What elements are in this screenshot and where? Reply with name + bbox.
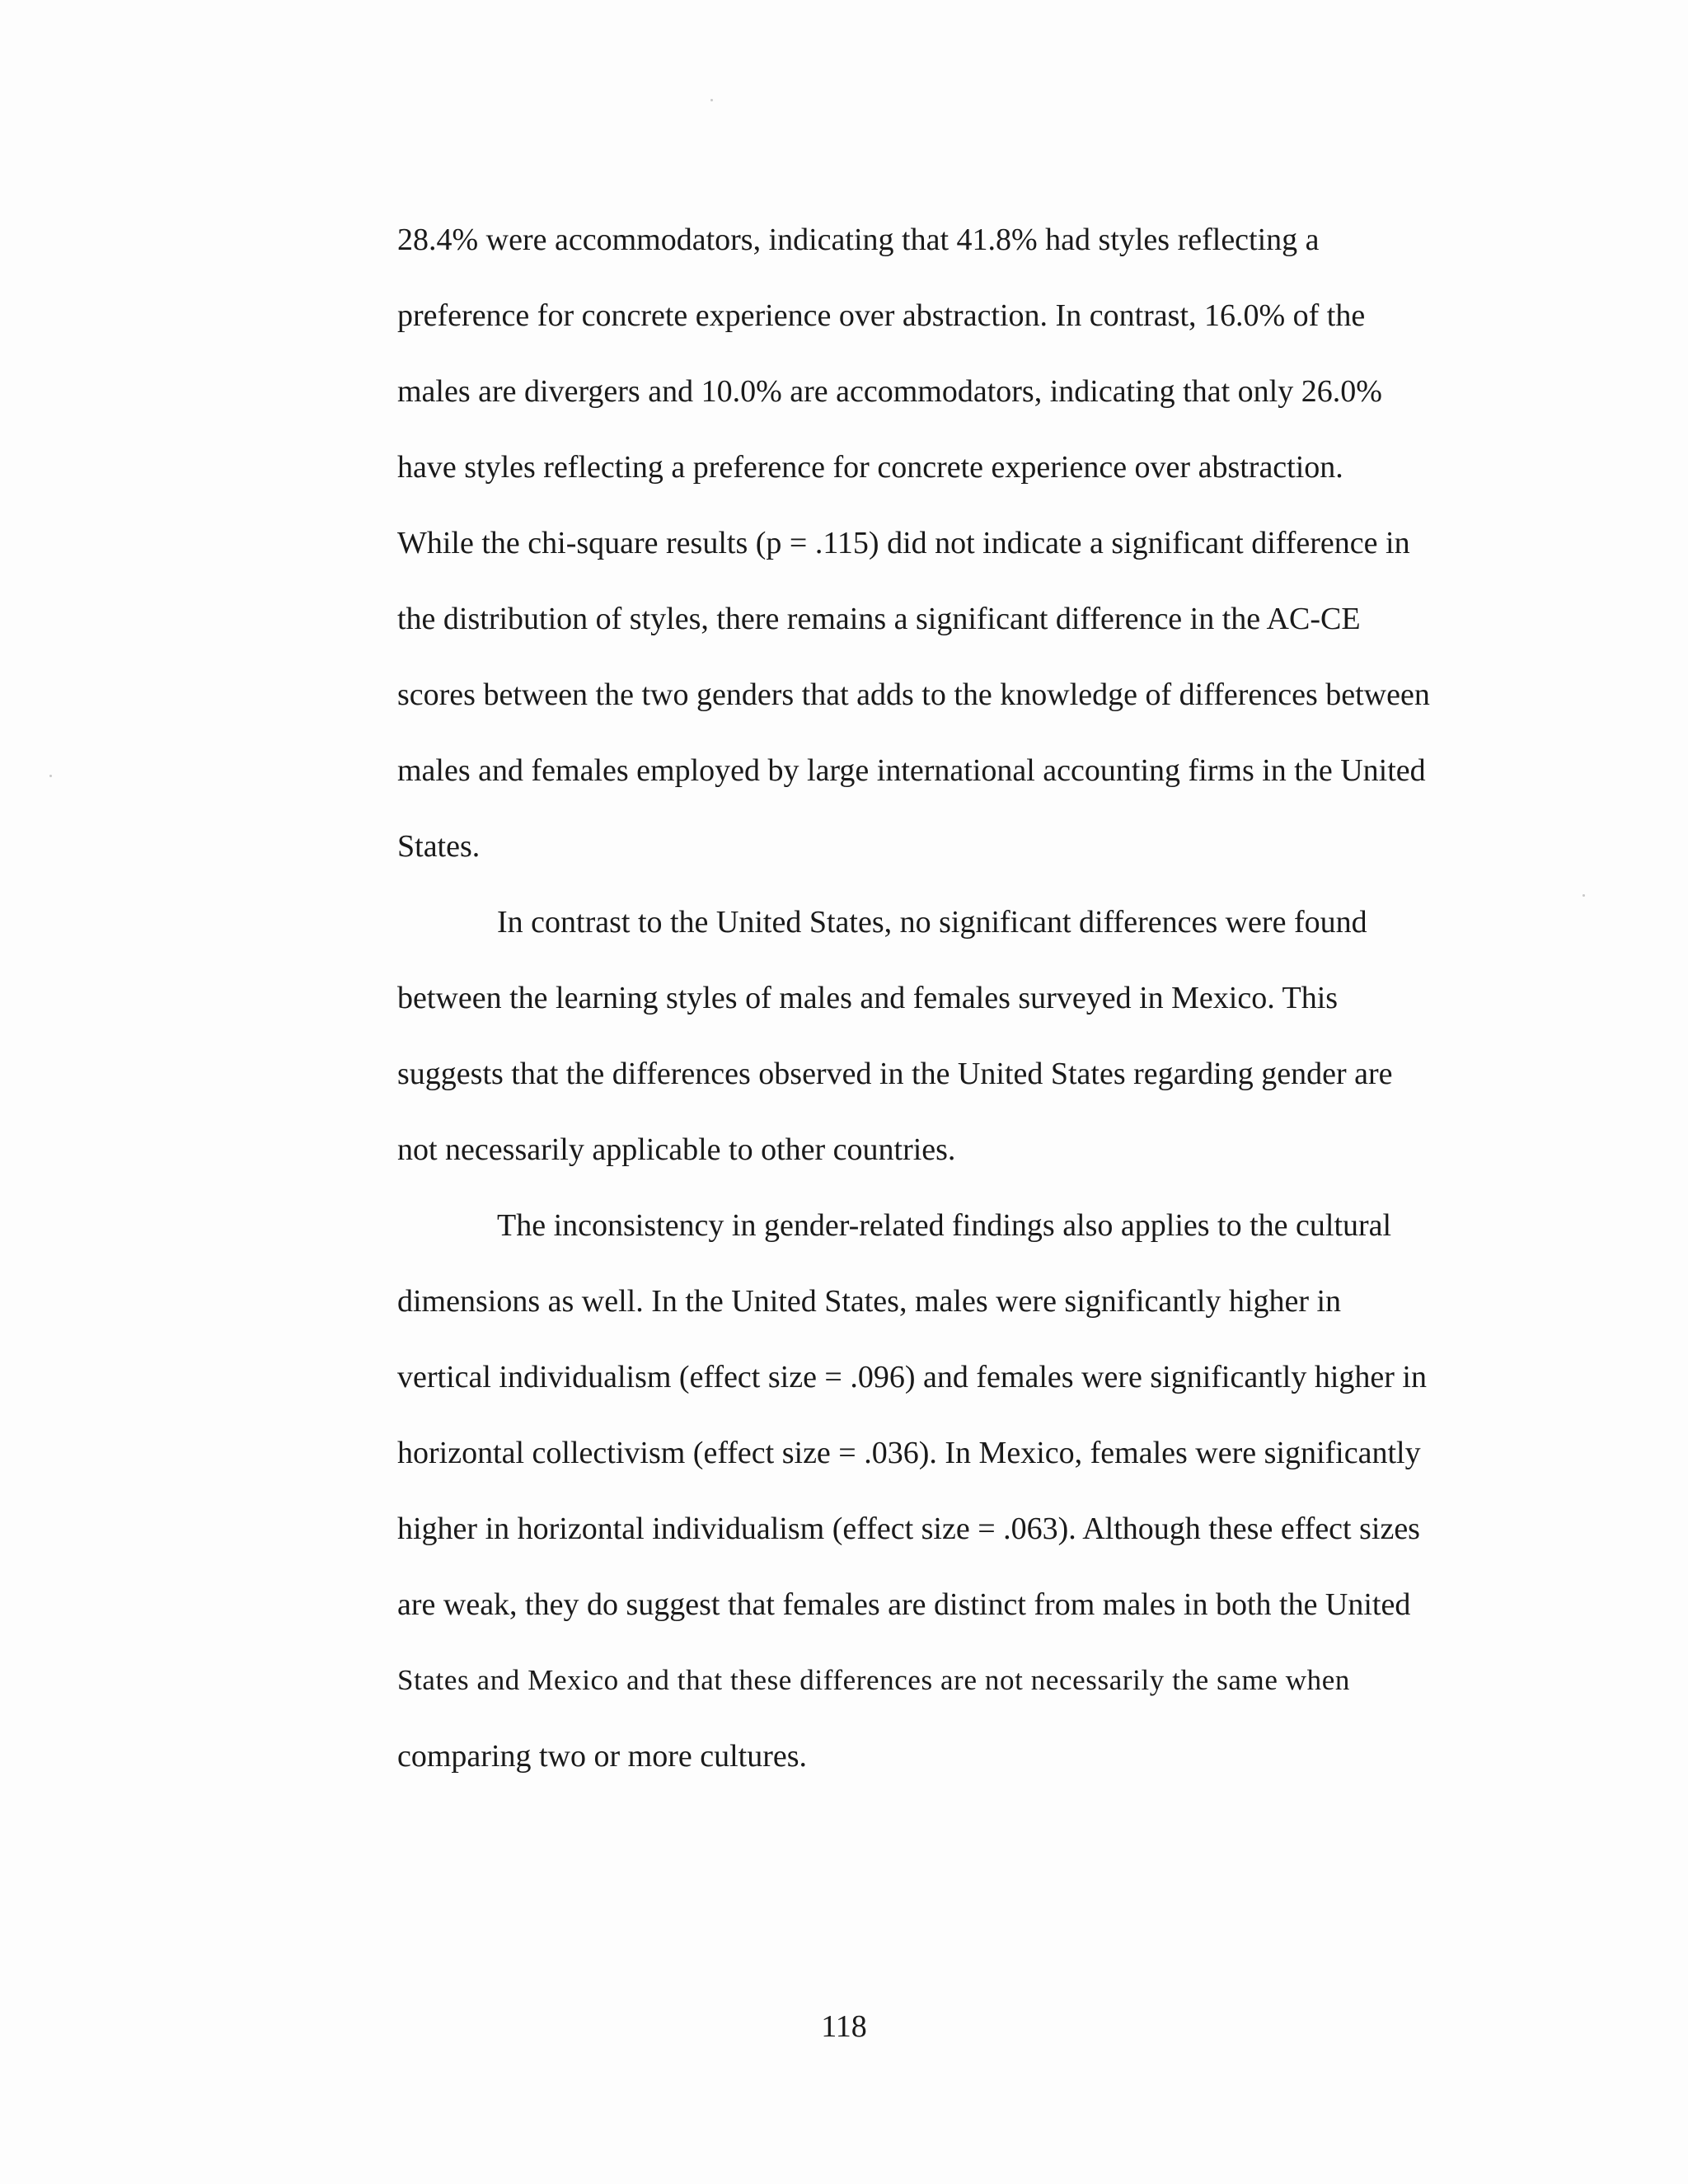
text-line: not necessarily applicable to other countries. — [397, 1132, 956, 1167]
text-line: males are divergers and 10.0% are accommodators, indicating that only 26.0% — [397, 374, 1382, 409]
text-line: dimensions as well. In the United States, males were significantly higher in — [397, 1284, 1342, 1319]
text-line: preference for concrete experience over abstraction. In contrast, 16.0% of the — [397, 298, 1366, 333]
text-line: have styles reflecting a preference for concrete experience over abstraction. — [397, 450, 1343, 485]
text-line: 28.4% were accommodators, indicating that 41.8% had styles reflecting a — [397, 223, 1320, 257]
text-line: males and females employed by large international accounting firms in the United — [397, 753, 1426, 788]
scan-speck — [710, 99, 713, 101]
text-line: States and Mexico and that these differences are not necessarily the same when — [397, 1664, 1351, 1696]
scan-speck — [49, 775, 52, 777]
text-line: are weak, they do suggest that females are distinct from males in both the United — [397, 1587, 1411, 1622]
text-line: vertical individualism (effect size = .096) and females were significantly higher in — [397, 1360, 1427, 1394]
text-line: comparing two or more cultures. — [397, 1739, 808, 1774]
page-number: 118 — [821, 2009, 867, 2044]
text-line: While the chi-square results (p = .115) did not indicate a significant difference in — [397, 526, 1410, 560]
text-line: scores between the two genders that adds to the knowledge of differences between — [397, 677, 1430, 712]
text-line: the distribution of styles, there remains a significant difference in the AC-CE — [397, 602, 1361, 636]
text-line: higher in horizontal individualism (effect size = .063). Although these effect sizes — [397, 1511, 1420, 1546]
paragraph-first-line: In contrast to the United States, no significant differences were found — [497, 905, 1367, 940]
text-line: between the learning styles of males and females surveyed in Mexico. This — [397, 981, 1339, 1015]
paragraph-first-line: The inconsistency in gender-related findings also applies to the cultural — [497, 1208, 1392, 1243]
text-line: horizontal collectivism (effect size = .036). In Mexico, females were significantly — [397, 1436, 1421, 1470]
scan-speck — [1582, 894, 1585, 897]
text-line: States. — [397, 829, 481, 864]
text-line: suggests that the differences observed in the United States regarding gender are — [397, 1057, 1393, 1091]
